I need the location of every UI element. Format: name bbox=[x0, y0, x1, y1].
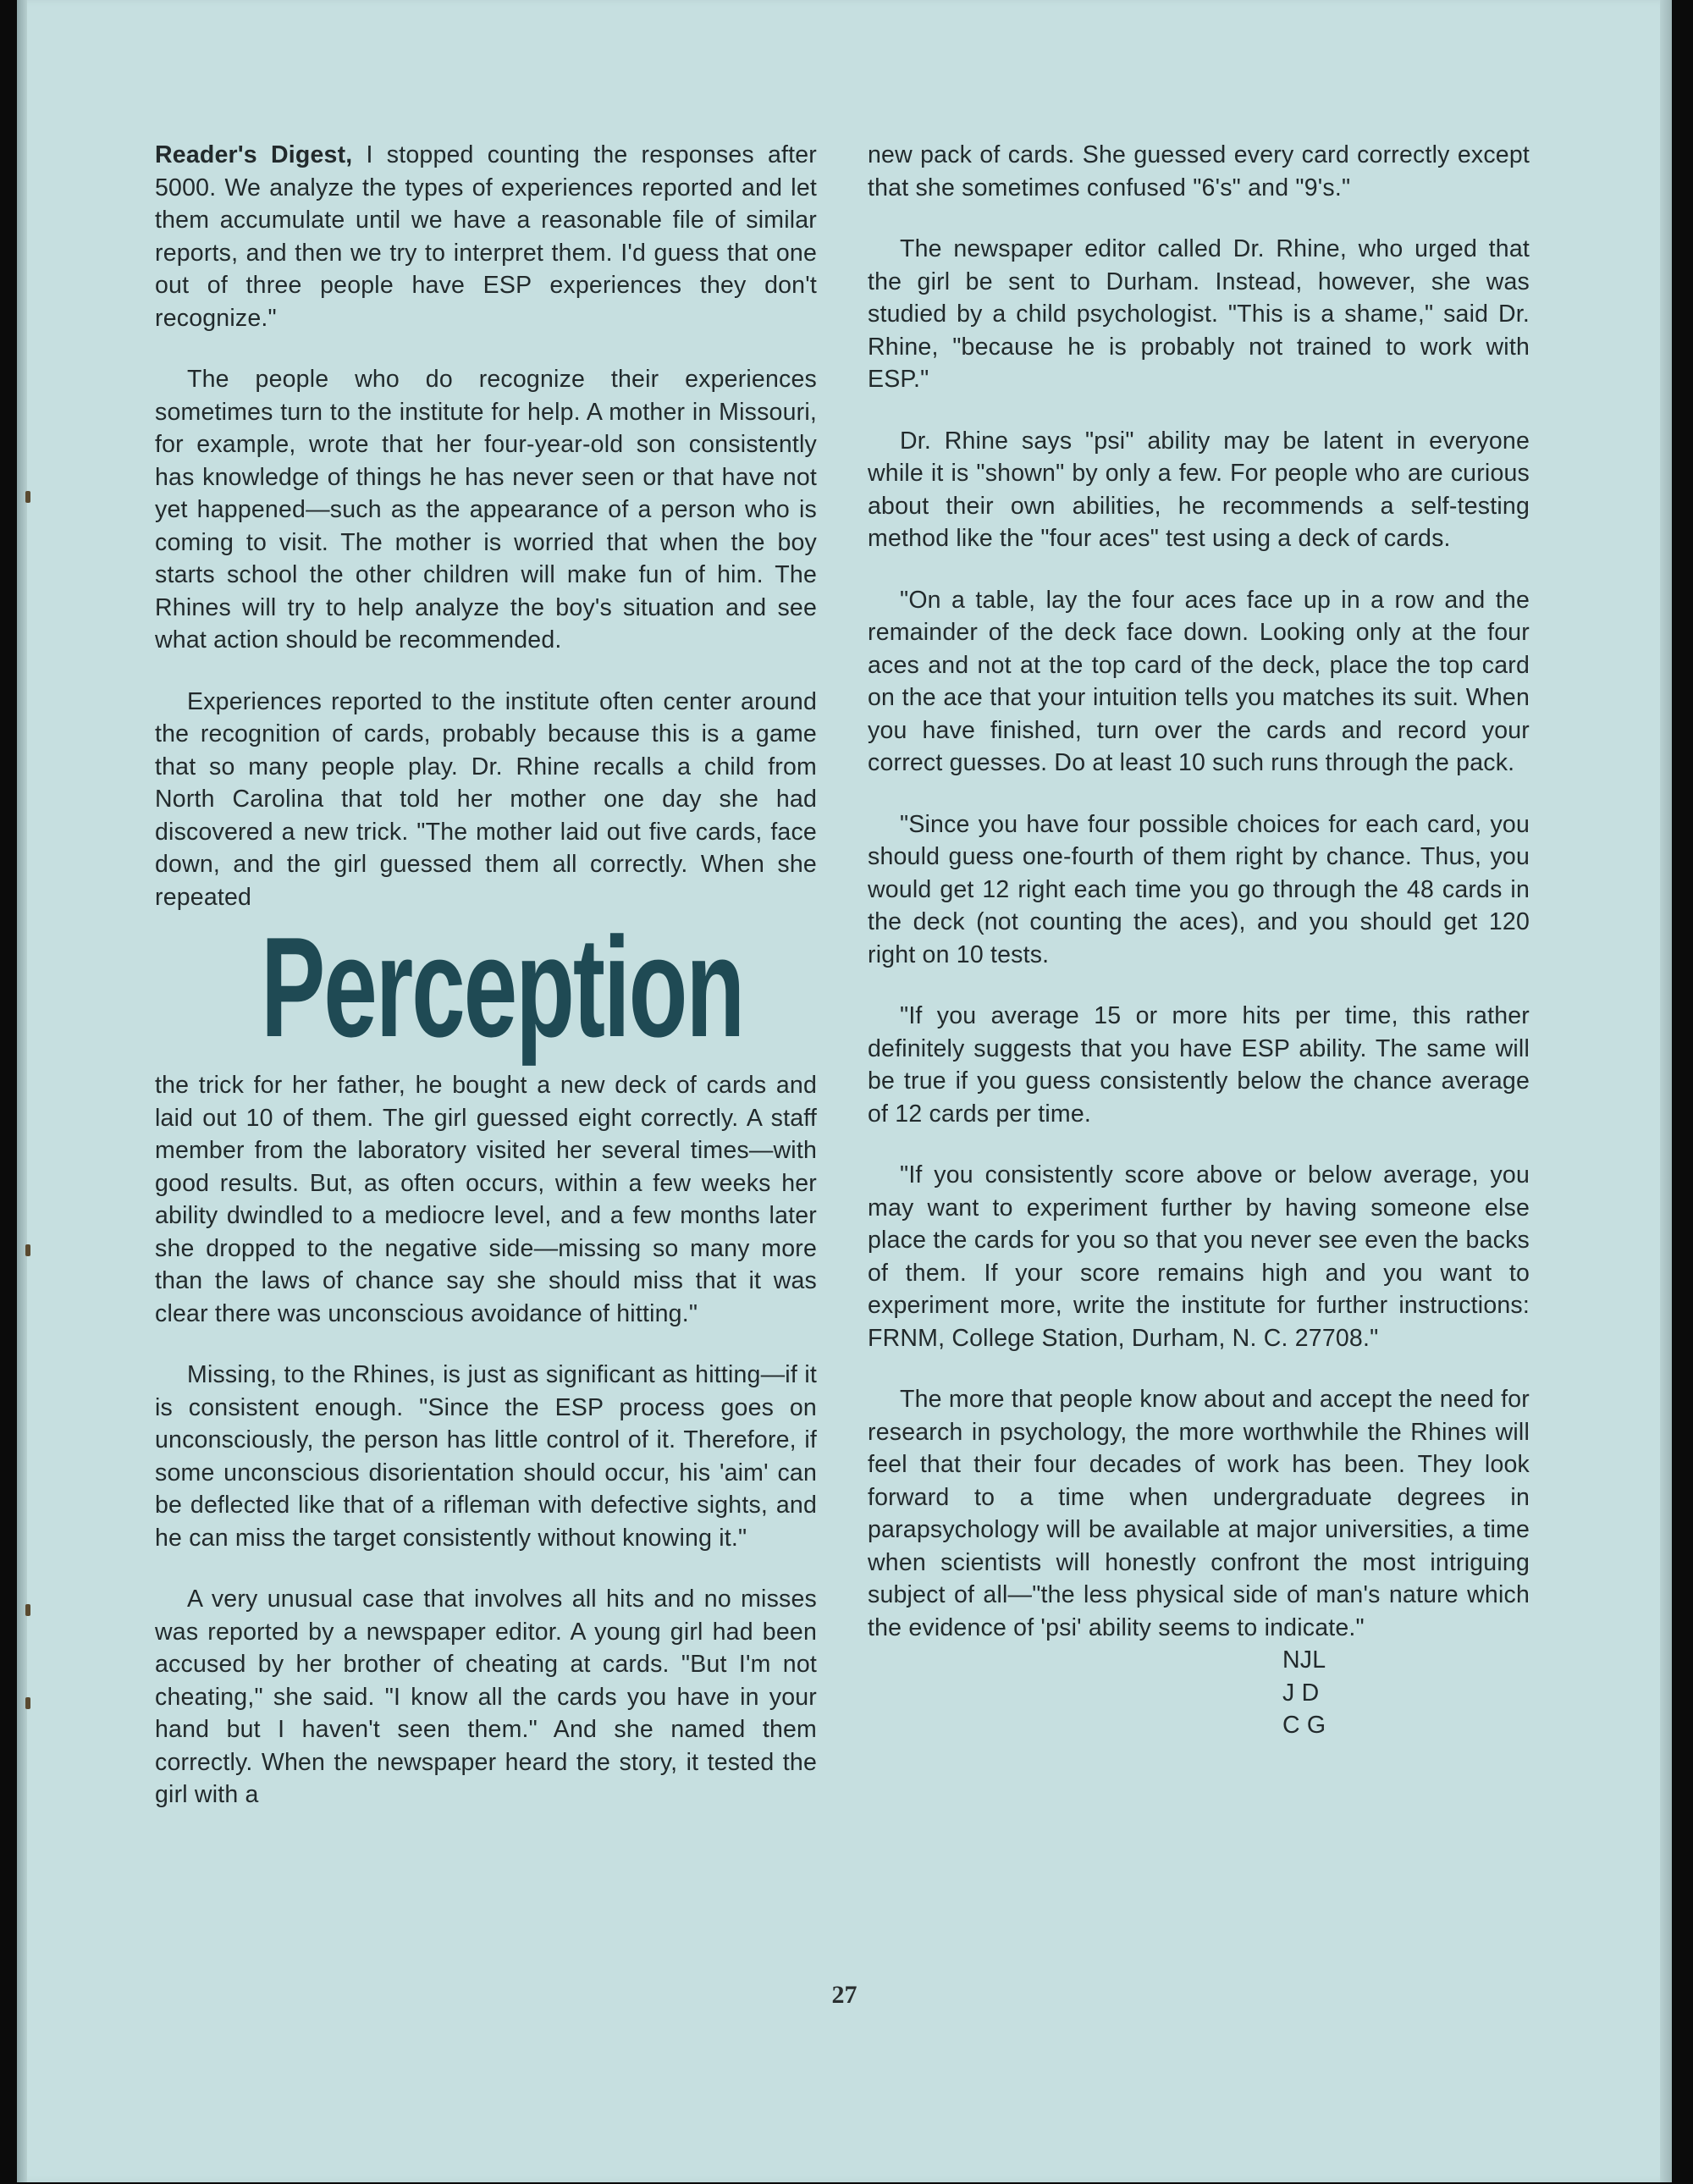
right-paragraph-5: "Since you have four possible choices for each card, you should guess one-fourth of them right by chance. Thus, you would get 12 right each time you go through the 48 cards in the deck (not counting the aces), and you should get 120 right on 10 tests. bbox=[868, 810, 1530, 968]
author-initial: NJL bbox=[1282, 1646, 1326, 1674]
right-paragraph-7: "If you consistently score above or below average, you may want to experiment further by having someone else place the cards for you so that you never see even the backs of them. If your score remains high and you want to experiment more, write the institute for further instructions: FRNM, College Station, Durham, N. C. 27708." bbox=[868, 1161, 1530, 1352]
author-initials bbox=[1282, 1644, 1530, 1742]
left-paragraph-3: Experiences reported to the institute often center around the recognition of cards, probably because this is a game that so many people play. Dr. Rhine recalls a child from North Carolina that told her mother one day she had discovered a new trick. "The mother laid out five cards, face down, and the girl guessed them all correctly. When she repeated bbox=[155, 687, 817, 911]
publication-name: Reader's Digest, bbox=[155, 141, 353, 168]
left-paragraph-4: the trick for her father, he bought a new deck of cards and laid out 10 of them. The girl guessed eight correctly. A staff member from the laboratory visited her several times—with good results. But, as often occurs, within a few weeks her ability dwindled to a mediocre level, and a few months later she dropped to the negative side—missing so many more than the laws of chance say she should miss that it was clear there was unconscious avoidance of hitting." bbox=[155, 1072, 817, 1327]
right-paragraph-2: The newspaper editor called Dr. Rhine, who urged that the girl be sent to Durham. Instead, however, she was studied by a child psychologist. "This is a shame," said Dr. Rhine, "because he is probably not trained to work with ESP." bbox=[868, 235, 1530, 393]
right-paragraph-4: "On a table, lay the four aces face up in a row and the remainder of the deck face down. Looking only at the four aces and not at the top card of the deck, place the top card on the ace that your intuition tells you matches its suit. When you have finished, turn over the cards and record your correct guesses. Do at least 10 such runs through the pack. bbox=[868, 586, 1530, 776]
right-paragraph-3: Dr. Rhine says "psi" ability may be latent in everyone while it is "shown" by only a few. For people who are curious about their own abilities, he recommends a self-testing method like the "four aces" test using a deck of cards. bbox=[868, 427, 1530, 552]
margin-mark bbox=[25, 1697, 30, 1709]
page-right-edge bbox=[1660, 0, 1672, 2182]
right-paragraph-6: "If you average 15 or more hits per time, this rather definitely suggests that you have ESP ability. The same will be true if you guess consistently below the chance average of 12 cards per time. bbox=[868, 1002, 1530, 1128]
margin-mark bbox=[25, 491, 30, 503]
page-number: 27 bbox=[831, 1981, 858, 2009]
right-column bbox=[868, 139, 1530, 1742]
margin-mark bbox=[25, 1604, 30, 1616]
left-paragraph-5: Missing, to the Rhines, is just as significant as hitting—if it is consistent enough. "Since the ESP process goes on unconsciously, the person has little control of it. Therefore, if some unconscious disorientation should occur, his 'aim' can be deflected like that of a rifleman with defective sights, and he can miss the target consistently without knowing it." bbox=[155, 1361, 817, 1552]
margin-mark bbox=[25, 1244, 30, 1256]
author-initial: C G bbox=[1282, 1712, 1326, 1739]
left-paragraph-2: The people who do recognize their experiences sometimes turn to the institute for help. A mother in Missouri, for example, wrote that her four-year-old son consistently has knowledge of things he has never seen or that have not yet happened—such as the appearance of a person who is coming to visit. The mother is worried that when the boy starts school the other children will make fun of him. The Rhines will try to help analyze the boy's situation and see what action should be recommended. bbox=[155, 366, 817, 654]
author-initial: J D bbox=[1282, 1679, 1320, 1707]
binding-edge bbox=[17, 0, 27, 2182]
right-paragraph-1: new pack of cards. She guessed every card correctly except that she sometimes confused "6's" and "9's." bbox=[868, 141, 1530, 201]
headline: Perception bbox=[261, 907, 744, 1067]
left-paragraph-6: A very unusual case that involves all hits and no misses was reported by a newspaper editor. A young girl had been accused by her brother of cheating at cards. "But I'm not cheating," she said. "I know all the cards you have in your hand but I haven't seen them." And she named them correctly. When the newspaper heard the story, it tested the girl with a bbox=[155, 1586, 817, 1808]
magazine-page bbox=[17, 0, 1672, 2182]
left-column bbox=[155, 139, 817, 1840]
paragraph-text: I stopped counting the responses after 5000. We analyze the types of experiences reported and let them accumulate until we have a reasonable file of similar reports, and then we try to interpret them. I'd guess that one out of three people have ESP experiences they don't recognize." bbox=[155, 141, 817, 332]
left-paragraph-1 bbox=[155, 139, 817, 334]
right-paragraph-8: The more that people know about and accept the need for research in psychology, the more worthwhile the Rhines will feel that their four decades of work has been. They look forward to a time when undergraduate degrees in parapsychology will be available at major universities, a time when scientists will honestly confront the most intriguing subject of all—"the less physical side of man's nature which the evidence of 'psi' ability seems to indicate." bbox=[868, 1386, 1530, 1641]
